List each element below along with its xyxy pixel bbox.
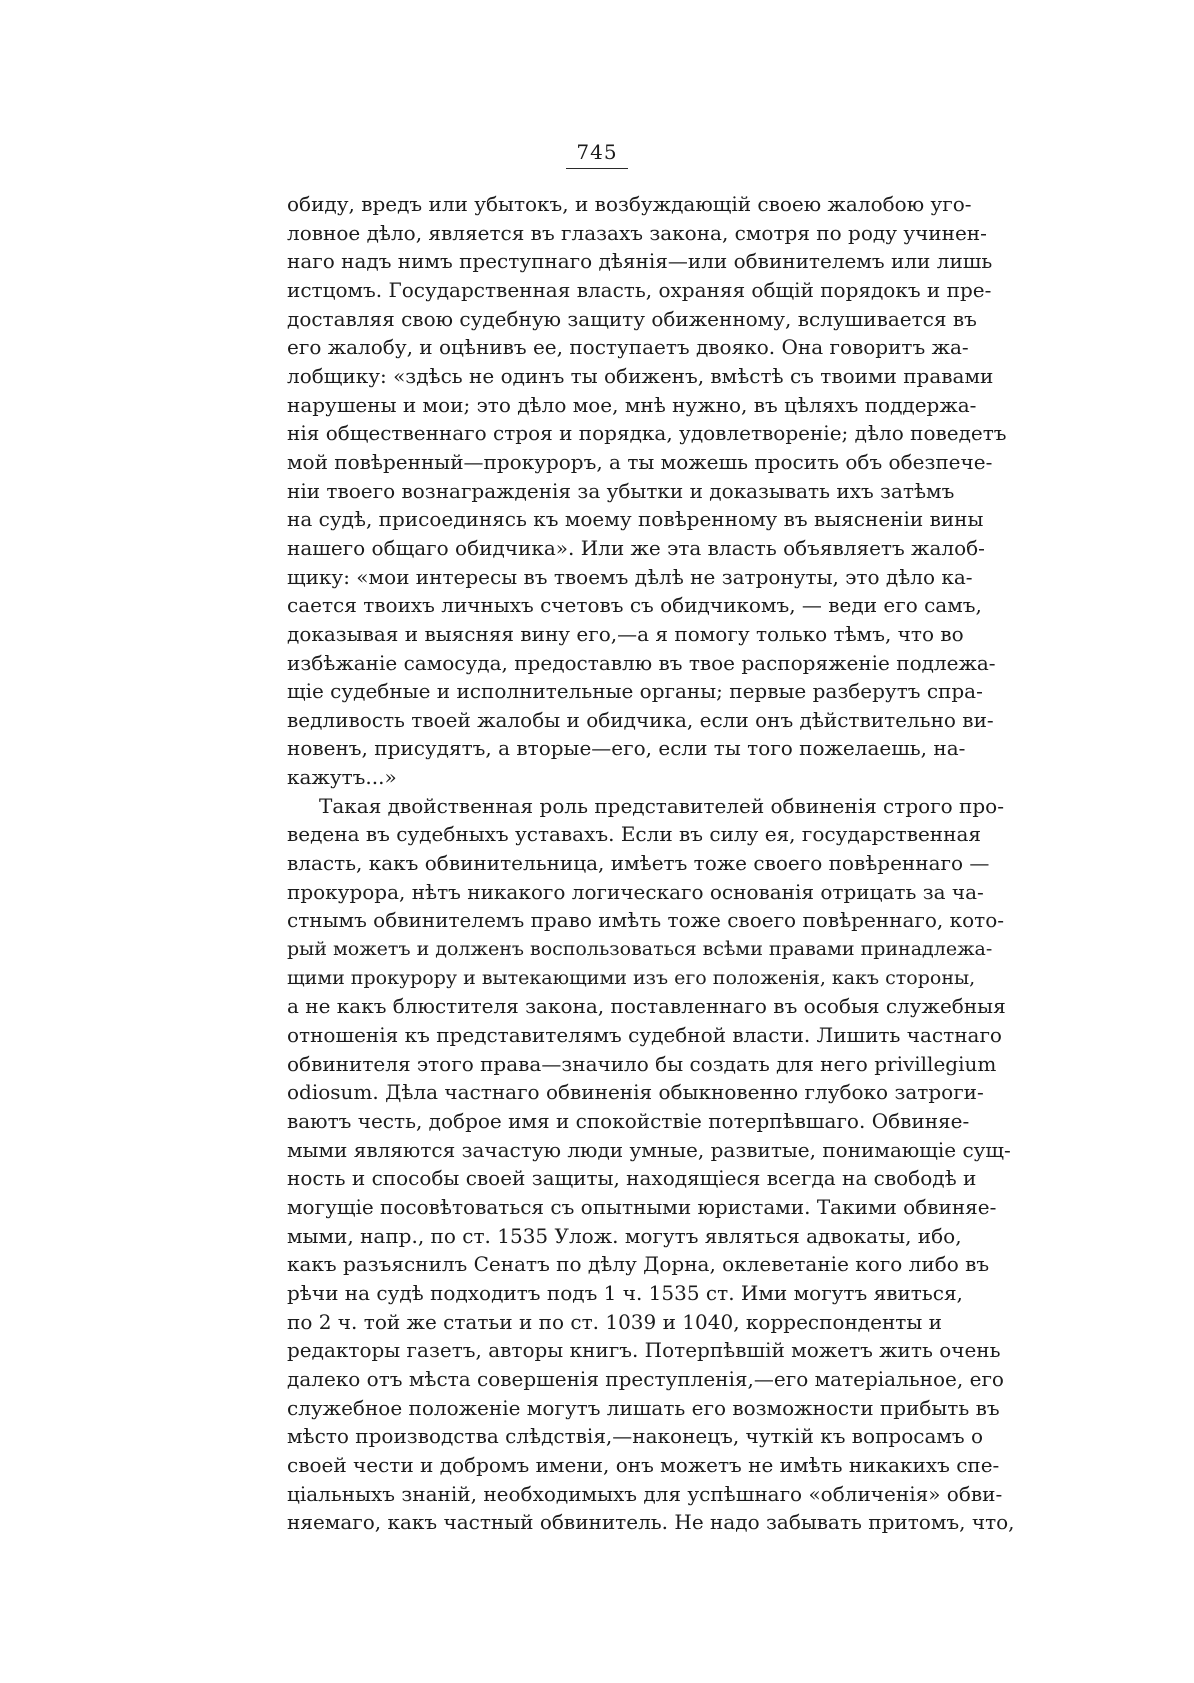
text-line: власть, какъ обвинительница, имѣетъ тоже своего повѣреннаго — <box>287 851 990 876</box>
text-line: наго надъ нимъ преступнаго дѣянія—или обвинителемъ или лишь <box>287 249 993 274</box>
text-line: рѣчи на судѣ подходитъ подъ 1 ч. 1535 ст. Ими могутъ явиться, <box>287 1280 963 1305</box>
text-line: доставляя свою судебную защиту обиженному, вслушивается въ <box>287 306 977 331</box>
text-line: нія общественнаго строя и порядка, удовлетвореніе; дѣло поведетъ <box>287 421 1007 446</box>
page-number: 745 <box>576 140 618 164</box>
text-line: своей чести и добромъ имени, онъ можетъ не имѣть никакихъ спе- <box>287 1452 1000 1477</box>
text-line: ніи твоего вознагражденія за убытки и доказывать ихъ затѣмъ <box>287 478 955 503</box>
text-line: отношенія къ представителямъ судебной власти. Лишить частнаго <box>287 1023 1002 1048</box>
text-line: какъ разъяснилъ Сенатъ по дѣлу Дорна, оклеветаніе кого либо въ <box>287 1252 990 1277</box>
text-line: истцомъ. Государственная власть, охраняя общій порядокъ и пре- <box>287 277 992 302</box>
body-text <box>287 190 1015 1537</box>
text-line: лобщику: «здѣсь не одинъ ты обиженъ, вмѣстѣ съ твоими правами <box>287 363 994 388</box>
page-number-rule <box>566 168 628 169</box>
text-line: по 2 ч. той же статьи и по ст. 1039 и 1040, корреспонденты и <box>287 1309 942 1334</box>
text-line: избѣжаніе самосуда, предоставлю въ твое распоряженіе подлежа- <box>287 650 996 675</box>
text-line: ціальныхъ знаній, необходимыхъ для успѣшнаго «обличенія» обви- <box>287 1481 1003 1506</box>
text-line: ведена въ судебныхъ уставахъ. Если въ силу ея, государственная <box>287 822 981 847</box>
text-line: а не какъ блюстителя закона, поставленнаго въ особыя служебныя <box>287 994 1006 1019</box>
text-line: ловное дѣло, является въ глазахъ закона, смотря по роду учинен- <box>287 220 987 245</box>
text-line: обиду, вредъ или убытокъ, и возбуждающій своею жалобою уго- <box>287 192 972 216</box>
text-line: обвинителя этого права—значило бы создать для него privillegium <box>287 1051 997 1076</box>
text-line: рый можетъ и долженъ воспользоваться всѣми правами принадлежа- <box>287 938 993 961</box>
text-line: няемаго, какъ частный обвинитель. Не надо забывать притомъ, что, <box>287 1510 1015 1535</box>
text-line: ность и способы своей защиты, находящіеся всегда на свободѣ и <box>287 1166 977 1191</box>
text-line: кажутъ...» <box>287 765 397 790</box>
text-line: прокурора, нѣтъ никакого логическаго основанія отрицать за ча- <box>287 879 984 904</box>
text-line: стнымъ обвинителемъ право имѣть тоже своего повѣреннаго, кото- <box>287 908 1005 933</box>
text-line: нашего общаго обидчика». Или же эта власть объявляетъ жалоб- <box>287 535 985 560</box>
text-line: далеко отъ мѣста совершенія преступленія,—его матеріальное, его <box>287 1366 1004 1391</box>
text-line: мыми являются зачастую люди умные, развитые, понимающіе сущ- <box>287 1137 1011 1162</box>
text-line: Такая двойственная роль представителей обвиненія строго про- <box>319 793 1004 818</box>
text-line: ведливость твоей жалобы и обидчика, если онъ дѣйствительно ви- <box>287 707 994 732</box>
text-line: щіе судебные и исполнительные органы; первые разберутъ спра- <box>287 679 983 704</box>
text-line: его жалобу, и оцѣнивъ ее, поступаетъ двояко. Она говоритъ жа- <box>287 335 969 360</box>
text-line: ваютъ честь, доброе имя и спокойствіе потерпѣвшаго. Обвиняе- <box>287 1109 970 1133</box>
text-line: на судѣ, присоединясь къ моему повѣренному въ выясненіи вины <box>287 507 984 532</box>
text-line: редакторы газетъ, авторы книгъ. Потерпѣвшій можетъ жить очень <box>287 1338 1001 1363</box>
text-line: мѣсто производства слѣдствія,—наконецъ, чуткій къ вопросамъ о <box>287 1424 984 1449</box>
text-line: щику: «мои интересы въ твоемъ дѣлѣ не затронуты, это дѣло ка- <box>287 564 973 589</box>
text-line: доказывая и выясняя вину его,—а я помогу только тѣмъ, что во <box>287 621 964 646</box>
text-line: новенъ, присудятъ, а вторые—его, если ты того пожелаешь, на- <box>287 736 966 761</box>
text-line: сается твоихъ личныхъ счетовъ съ обидчикомъ, — веди его самъ, <box>287 593 982 618</box>
text-line: щими прокурору и вытекающими изъ его положенія, какъ стороны, <box>287 966 976 989</box>
text-line: нарушены и мои; это дѣло мое, мнѣ нужно, въ цѣляхъ поддержа- <box>287 392 977 417</box>
text-line: odiosum. Дѣла частнаго обвиненія обыкновенно глубоко затроги- <box>287 1080 984 1105</box>
text-line: мыми, напр., по ст. 1535 Улож. могутъ являться адвокаты, ибо, <box>287 1223 962 1248</box>
text-line: могущіе посовѣтоваться съ опытными юристами. Такими обвиняе- <box>287 1194 997 1219</box>
text-line: мой повѣренный—прокуроръ, а ты можешь просить объ обезпече- <box>287 449 993 474</box>
text-line: служебное положеніе могутъ лишать его возможности прибыть въ <box>287 1395 1000 1420</box>
